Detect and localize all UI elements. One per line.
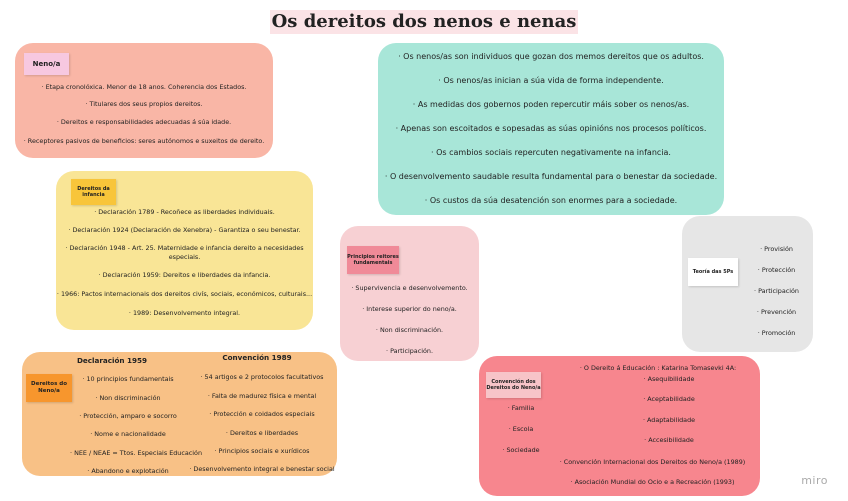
list-item: especiais.	[168, 253, 201, 261]
list-item: · Adaptabilidade	[642, 416, 696, 424]
list-item: · Protección, amparo e socorro	[79, 412, 177, 420]
list-item: · Os nenos/as son individuos que gozan dos memos dereitos que os adultos.	[398, 52, 704, 61]
list-item: · Os nenos/as inician a súa vida de forma independente.	[438, 76, 664, 85]
list-item: · Non discriminación.	[375, 326, 444, 334]
miro-watermark: miro	[801, 474, 828, 487]
list-item: · O desenvolvemento saudable resulta fundamental para o benestar da sociedade.	[384, 172, 718, 181]
list-item: · NEE / NEAE = Ttos. Especiais Educación	[70, 449, 203, 457]
list-item: · Declaración 1959: Dereitos e liberdades da infancia.	[98, 271, 271, 279]
sticky-note-principios[interactable]: Principios reitores fundamentais	[347, 246, 399, 274]
sticky-note-convencion[interactable]: Convención dos Dereitos do Neno/a	[486, 372, 541, 398]
list-item: · Aceptabilidade	[643, 395, 695, 403]
list-item: · Sociedade	[502, 446, 540, 454]
list-item: · Protección	[757, 266, 796, 274]
card-neno	[15, 43, 273, 158]
sticky-note-infancia[interactable]: Dereitos da infancia	[71, 179, 116, 205]
list-item: · Declaración 1789 - Recoñece as liberdades individuais.	[94, 208, 275, 216]
list-item: · Familia	[507, 404, 535, 412]
list-item: · Declaración 1924 (Declaración de Xenebra) - Garantiza o seu benestar.	[68, 226, 301, 234]
list-item: · Declaración 1948 - Art. 25. Maternidade e infancia dereito a necesidades	[65, 244, 304, 252]
list-item: · Os cambios sociais repercuten negativamente na infancia.	[431, 148, 671, 157]
list-item: · Apenas son escoitados e sopesadas as súas opinións nos procesos políticos.	[395, 124, 707, 133]
list-item: · Asequibilidade	[643, 375, 695, 383]
card-declaracion	[22, 352, 337, 476]
card-principios	[340, 226, 479, 361]
list-item: · Accesibilidade	[644, 436, 694, 444]
list-item: · Abandono e explotación	[87, 467, 169, 475]
card-teoria	[682, 216, 813, 352]
list-item: · Protección e coidados especiais	[209, 410, 315, 418]
list-item: · Participación.	[386, 347, 433, 355]
list-item: · Receptores pasivos de beneficios: seres autónomos e suxeitos de dereito.	[23, 137, 265, 145]
list-item: · Participación	[754, 287, 799, 295]
list-item: · Desenvolvemento integral e benestar social	[189, 465, 335, 473]
list-item: · Os custos da súa desatención son enormes para a sociedade.	[424, 196, 678, 205]
list-item: · 54 artigos e 2 protocolos facultativos	[200, 373, 324, 381]
list-item: · 1966: Pactos internacionais dos dereitos civís, sociais, económicos, culturais...	[56, 290, 313, 298]
list-item: · Provisión	[760, 245, 793, 253]
list-item: · Interese superior do neno/a.	[362, 305, 457, 313]
list-item: · Nome e nacionalidade	[90, 430, 166, 438]
sticky-note-teoria[interactable]: Teoría das 5Ps	[688, 258, 738, 286]
list-item: · Prevención	[756, 308, 797, 316]
list-item: · Dereitos e liberdades	[225, 429, 299, 437]
list-item: · 10 principios fundamentais	[82, 375, 174, 383]
card-statements	[378, 43, 724, 215]
list-item: · Falta de madurez física e mental	[207, 392, 317, 400]
list-item: · Titulares dos seus propios dereitos.	[85, 100, 203, 108]
list-item: · Escola	[508, 425, 534, 433]
list-item: · O Dereito á Educación : Katarina Tomasevki 4A:	[579, 364, 737, 372]
list-item: · Dereitos e responsabilidades adecuadas á súa idade.	[56, 118, 232, 126]
column-header: Declaración 1959	[76, 356, 148, 365]
sticky-note-dereitos-neno[interactable]: Dereitos do Neno/a	[26, 374, 72, 402]
list-item: · 1989: Desenvolvemento integral.	[128, 309, 241, 317]
list-item: · Convención Internacional dos Dereitos do Neno/a (1989)	[559, 458, 746, 466]
card-convencion	[479, 356, 760, 496]
list-item: · Etapa cronolóxica. Menor de 18 anos. Coherencia dos Estados.	[41, 83, 247, 91]
column-header: Convención 1989	[222, 353, 292, 362]
list-item: · Non discriminación	[95, 394, 161, 402]
list-item: · Supervivencia e desenvolvemento.	[351, 284, 468, 292]
list-item: · Principios sociais e xurídicos	[214, 447, 310, 455]
list-item: · Promoción	[757, 329, 796, 337]
sticky-note-neno[interactable]: Neno/a	[24, 53, 69, 75]
card-infancia	[56, 171, 313, 330]
page-title: Os dereitos dos nenos e nenas	[271, 11, 577, 32]
list-item: · Asociación Mundial do Ocio e a Recreación (1993)	[570, 478, 735, 486]
list-item: · As medidas dos gobernos poden repercutir máis sober os nenos/as.	[412, 100, 690, 109]
